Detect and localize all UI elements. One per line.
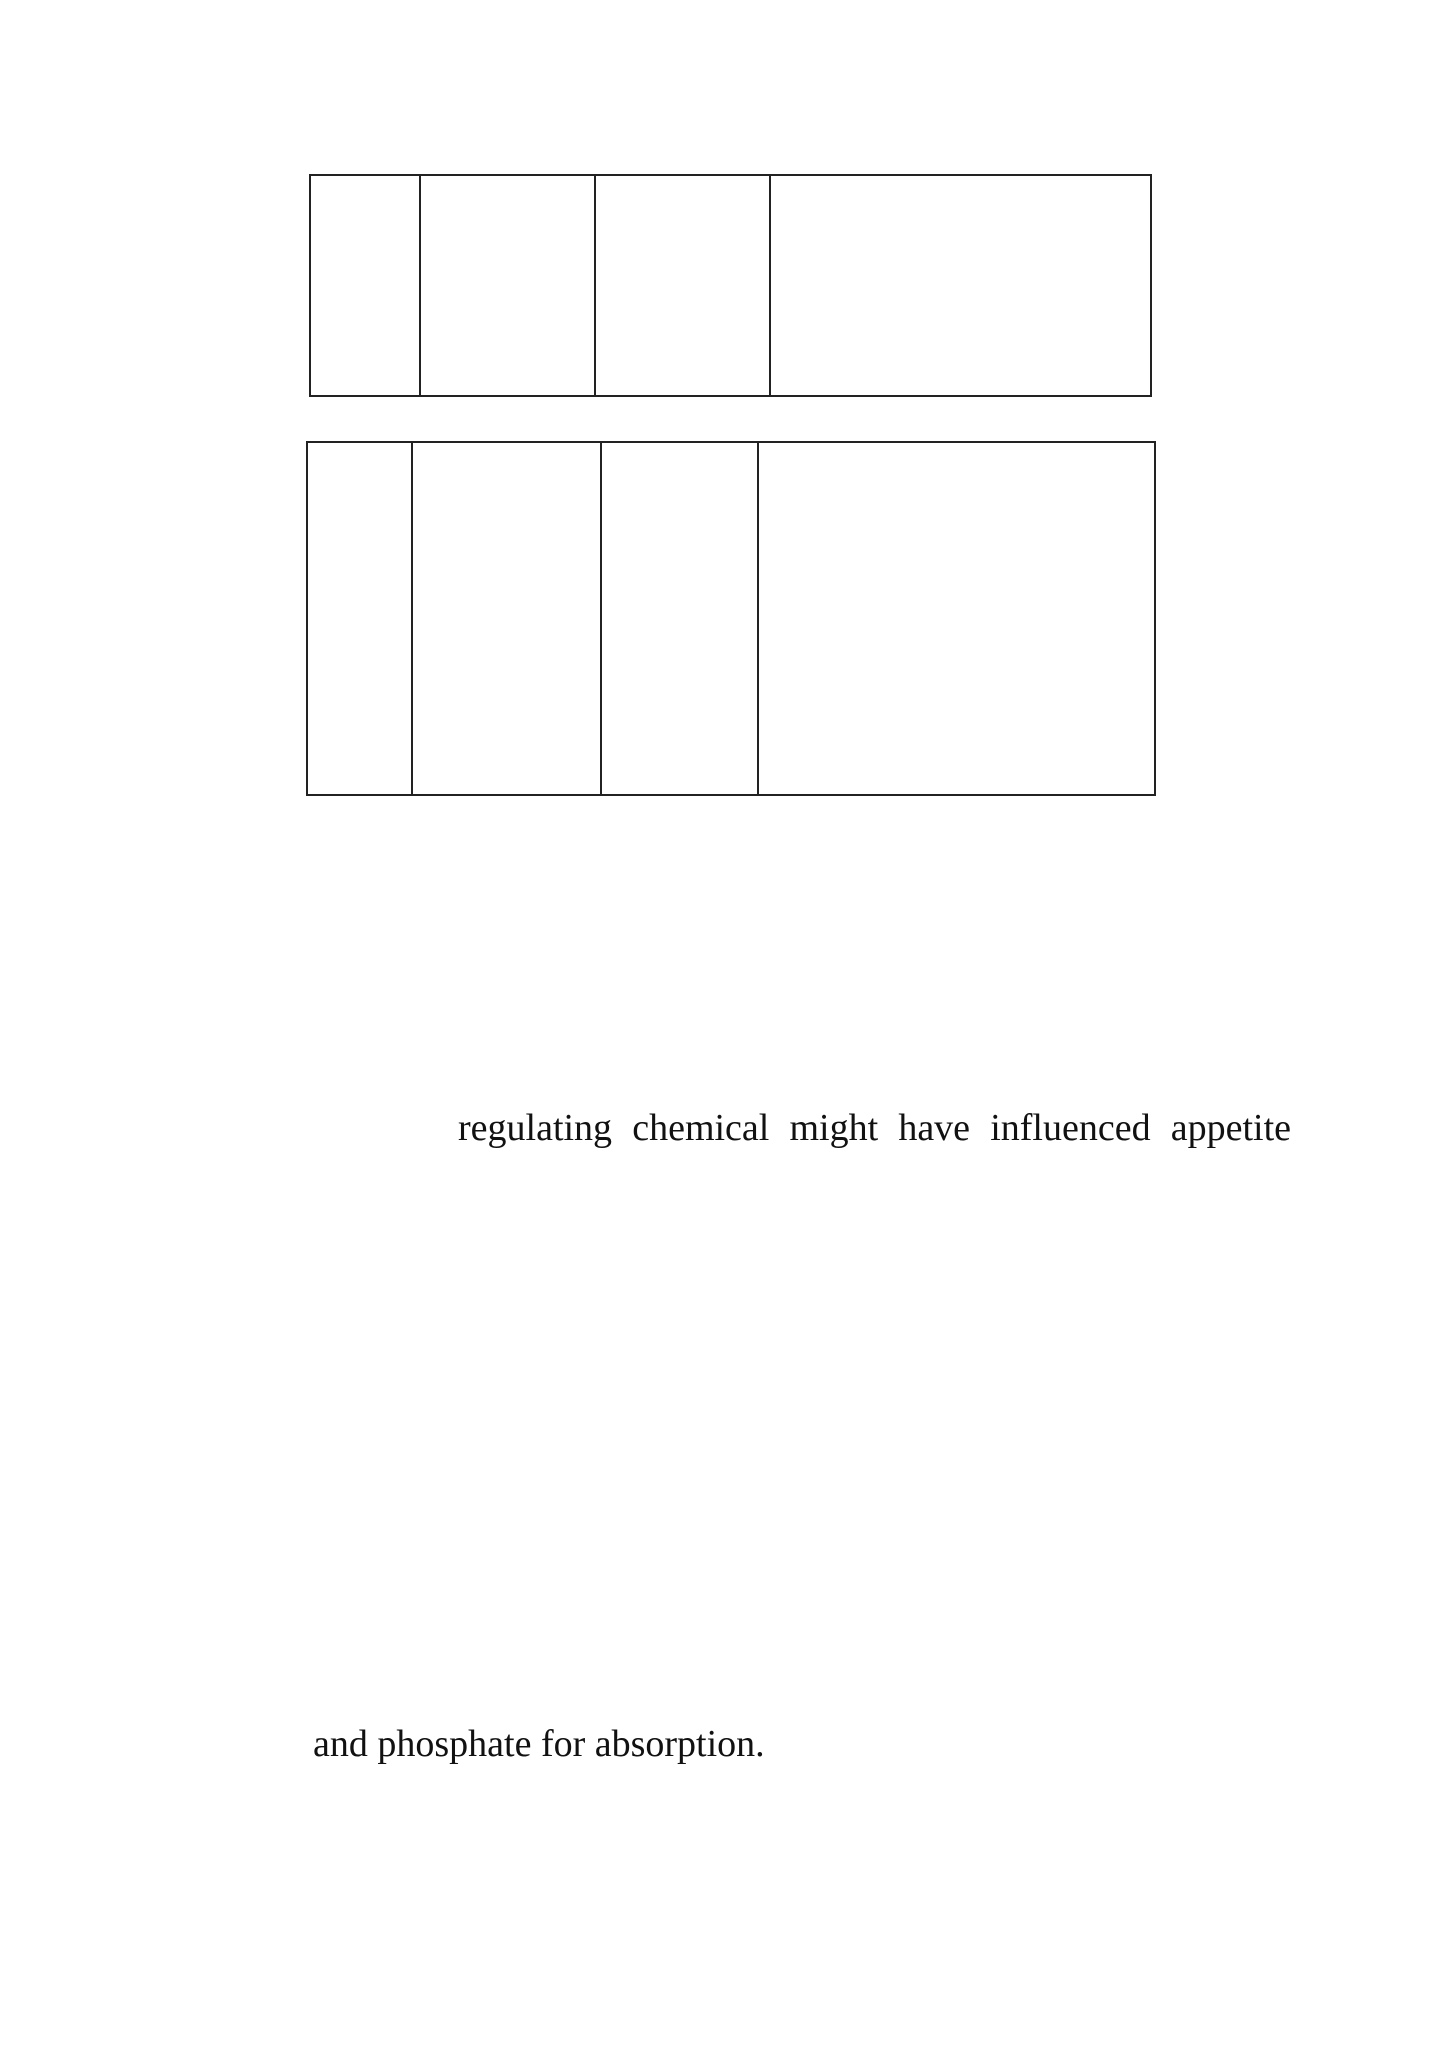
table-2-cell-1: [308, 443, 413, 794]
table-1: [309, 174, 1152, 397]
body-text-line-2: and phosphate for absorption.: [313, 1723, 765, 1765]
table-1-cell-4: [771, 176, 1150, 395]
table-2-cell-4: [759, 443, 1154, 794]
table-1-cell-3: [596, 176, 771, 395]
table-2-cell-3: [602, 443, 759, 794]
table-2: [306, 441, 1156, 796]
table-2-cell-2: [413, 443, 602, 794]
table-1-cell-1: [311, 176, 421, 395]
body-text-line-1: regulating chemical might have influenced appetite: [458, 1107, 1291, 1149]
table-1-cell-2: [421, 176, 596, 395]
